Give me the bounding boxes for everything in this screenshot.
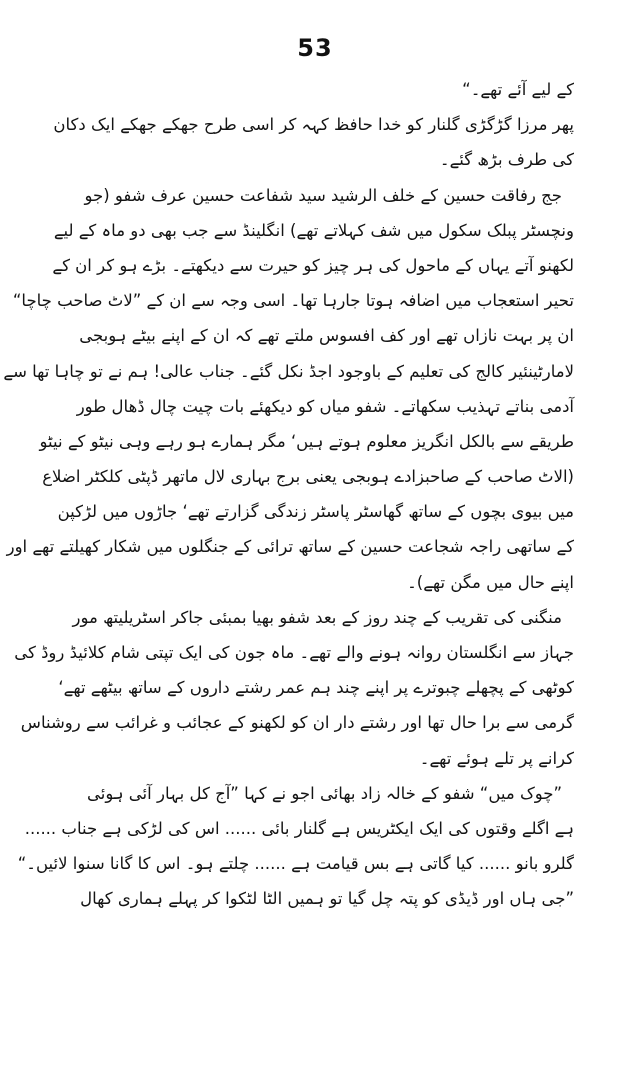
text-line-18: کوٹھی کے پچھلے چبوترے پر اپنے چند ہم عمر رشتے داروں کے ساتھ بیٹھے تھے‘	[58, 678, 574, 698]
text-line-20: کرانے پر تلے ہوئے تھے۔	[419, 748, 574, 768]
text-line-21: ”چوک میں“ شفو کے خالہ زاد بھائی اجو نے کہا ”آج کل بہار آئی ہوئی	[87, 783, 562, 803]
page-number: 53	[297, 34, 333, 62]
text-line-3: کی طرف بڑھ گئے۔	[439, 150, 574, 170]
text-line-6: لکھنو آتے یہاں کے ماحول کی ہر چیز کو حیرت سے دیکھتے۔ بڑے ہو کر ان کے	[52, 255, 574, 275]
text-line-13: میں بیوی بچوں کے ساتھ گھاسٹر پاسٹر زندگی گزارتے تھے‘ جاڑوں میں لڑکپن	[57, 502, 574, 522]
text-line-1: کے لیے آئے تھے۔“	[462, 80, 574, 99]
text-line-2: پھر مرزا گڑگڑی گلنار کو خدا حافظ کہہ کر اسی طرح جھکے جھکے ایک دکان	[53, 115, 574, 135]
urdu-text-body	[3, 72, 574, 917]
text-line-8: ان پر بہت نازاں تھے اور کف افسوس ملتے تھے کہ ان کے اپنے بیٹے ہوبجی	[79, 326, 574, 346]
text-line-17: جہاز سے انگلستان روانہ ہونے والے تھے۔ ماہ جون کی ایک تپتی شام کلائیڈ روڈ کی	[14, 643, 574, 662]
text-line-19: گرمی سے برا حال تھا اور رشتے دار ان کو لکھنو کے عجائب و غرائب سے روشناس	[20, 713, 574, 733]
text-line-16: منگنی کی تقریب کے چند روز کے بعد شفو بھیا بمبئی جاکر اسٹریلیتھ مور	[72, 607, 562, 627]
text-line-11: طریقے سے بالکل انگریز معلوم ہوتے ہیں‘ مگر ہمارے ہو رہے وہی نیٹو کے نیٹو	[39, 431, 574, 451]
text-line-15: اپنے حال میں مگن تھے)۔	[407, 572, 574, 592]
text-line-23: گلرو بانو ...... کیا گاتی ہے بس قیامت ہے ...... چلتے ہو۔ اس کا گانا سنوا لائیں۔“	[17, 854, 574, 874]
text-line-10: آدمی بناتے تہذیب سکھاتے۔ شفو میاں کو دیکھئے بات چیت چال ڈھال طور	[76, 396, 574, 416]
text-line-9: لامارٹینئیر کالج کی تعلیم کے باوجود اجڈ نکل گئے۔ جناب عالی! ہم نے تو چاہا تھا سے	[3, 361, 574, 381]
text-line-5: ونچسٹر پبلک سکول میں شف کہلاتے تھے) انگلینڈ سے جب بھی دو ماہ کے لیے	[53, 220, 574, 240]
text-line-7: تحیر استعجاب میں اضافہ ہوتا جارہا تھا۔ اسی وجہ سے ان کے ”لاٹ صاحب چاچا“	[12, 291, 574, 311]
text-line-22: ہے اگلے وقتوں کی ایک ایکٹریس ہے گلنار بائی ...... اس کی لڑکی ہے جناب ......	[24, 818, 574, 838]
text-line-24: ”جی ہاں اور ڈیڈی کو پتہ چل گیا تو ہمیں الٹا لٹکوا کر پہلے ہماری کھال	[80, 889, 574, 909]
text-line-4: جج رفاقت حسین کے خلف الرشید سید شفاعت حسین عرف شفو (جو	[84, 185, 562, 205]
text-line-14: کے ساتھی راجہ شجاعت حسین کے ساتھ ترائی کے جنگلوں میں شکار کھیلتے تھے اور	[6, 537, 574, 557]
text-line-12: (الاٹ صاحب کے صاحبزادے ہوبجی یعنی برج بہاری لال ماتھر ڈپٹی کلکٹر اضلاع	[42, 467, 574, 487]
